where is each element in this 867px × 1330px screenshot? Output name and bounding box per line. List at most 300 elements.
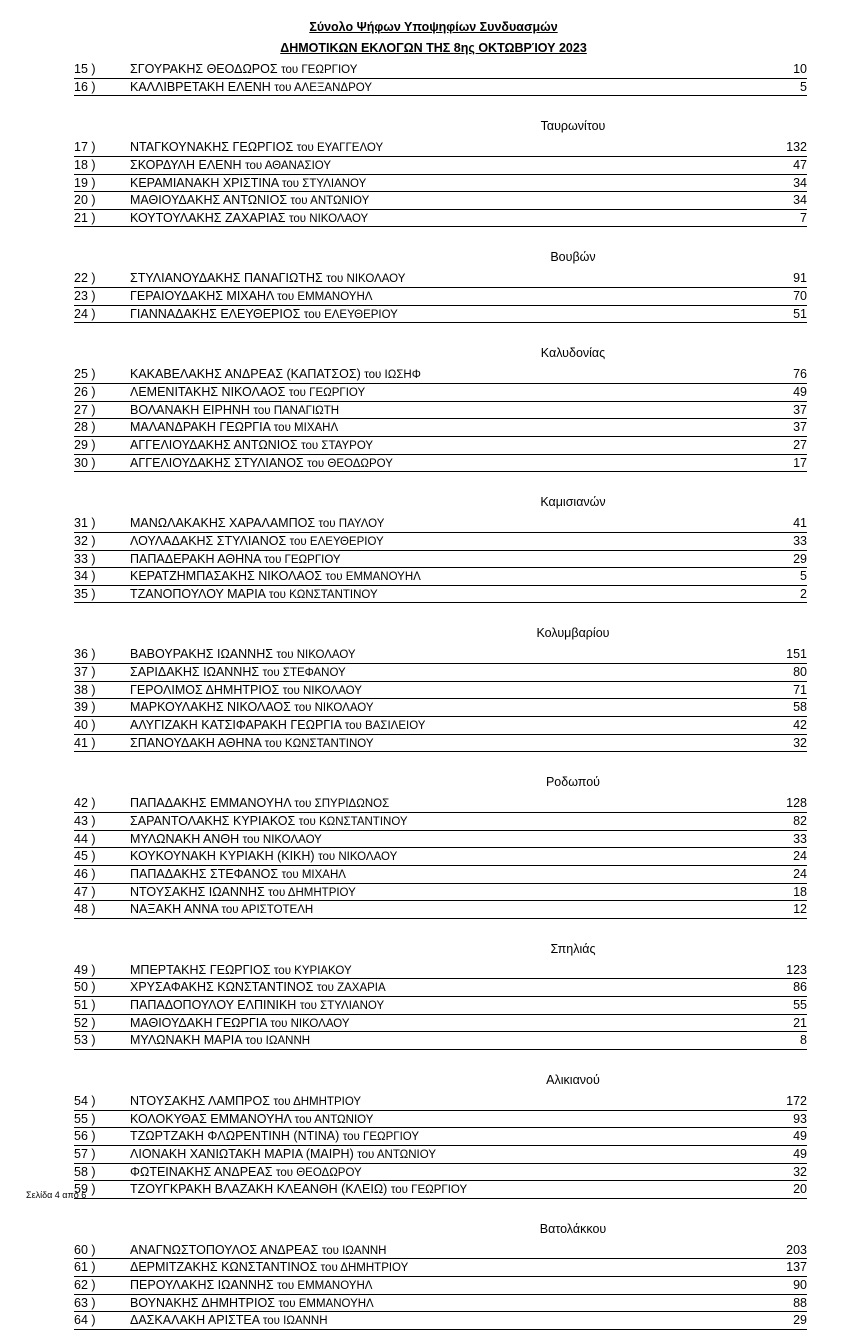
candidate-row [74, 568, 807, 586]
candidate-row [74, 586, 807, 604]
candidate-name: ΜΠΕΡΤΑΚΗΣ ΓΕΩΡΓΙΟΣ [130, 962, 271, 977]
candidate-row [74, 366, 807, 384]
candidate-fullname [130, 79, 372, 97]
candidate-number: 53 ) [74, 1033, 96, 1048]
candidate-fullname [130, 1146, 436, 1164]
candidate-votes: 17 [793, 455, 807, 470]
candidate-name: ΚΟΥΤΟΥΛΑΚΗΣ ΖΑΧΑΡΙΑΣ [130, 210, 286, 225]
candidate-patronym: του ΝΙΚΟΛΑΟΥ [276, 649, 356, 662]
candidate-name: ΜΥΛΩΝΑΚΗ ΜΑΡΙΑ [130, 1033, 242, 1048]
candidate-fullname [130, 366, 421, 384]
candidate-patronym: του ΝΙΚΟΛΑΟΥ [289, 212, 369, 225]
candidate-name: ΑΛΥΓΙΖΑΚΗ ΚΑΤΣΙΦΑΡΑΚΗ ΓΕΩΡΓΙΑ [130, 718, 342, 733]
candidate-votes: 32 [793, 1164, 807, 1179]
candidate-votes: 137 [786, 1260, 807, 1275]
candidate-row [74, 717, 807, 735]
candidate-fullname [130, 210, 368, 228]
candidate-row [74, 1295, 807, 1313]
candidate-name: ΤΖΩΡΤΖΑΚΗ ΦΛΩΡΕΝΤΙΝΗ (ΝΤΙΝΑ) [130, 1129, 340, 1144]
candidate-patronym: του ΣΤΑΥΡΟΥ [301, 439, 374, 452]
candidate-row [74, 270, 807, 288]
candidate-row [74, 682, 807, 700]
candidate-patronym: του ΝΙΚΟΛΑΟΥ [282, 684, 362, 697]
candidate-votes: 37 [793, 402, 807, 417]
candidate-patronym: του ΚΩΝΣΤΑΝΤΙΝΟΥ [268, 588, 378, 601]
candidate-votes: 34 [793, 193, 807, 208]
district-heading: Ταυρωνίτου [540, 119, 606, 134]
candidate-fullname [130, 795, 389, 813]
candidate-name: ΣΑΡΙΔΑΚΗΣ ΙΩΑΝΝΗΣ [130, 665, 260, 680]
candidate-votes: 42 [793, 718, 807, 733]
candidate-number: 43 ) [74, 813, 96, 828]
candidate-votes: 33 [793, 533, 807, 548]
candidate-name: ΝΑΞΑΚΗ ΑΝΝΑ [130, 902, 219, 917]
candidate-votes: 58 [793, 700, 807, 715]
candidate-fullname [130, 306, 398, 324]
candidate-number: 18 ) [74, 157, 96, 172]
candidate-fullname [130, 1277, 372, 1295]
candidate-patronym: του ΑΡΙΣΤΟΤΕΛΗ [221, 904, 314, 917]
candidate-votes: 20 [793, 1182, 807, 1197]
candidate-fullname [130, 1093, 361, 1111]
candidate-name: ΒΑΒΟΥΡΑΚΗΣ ΙΩΑΝΝΗΣ [130, 647, 273, 662]
candidate-name: ΚΑΛΛΙΒΡΕΤΑΚΗ ΕΛΕΝΗ [130, 79, 271, 94]
candidate-row [74, 1032, 807, 1050]
candidate-patronym: του ΑΝΤΩΝΙΟΥ [294, 1113, 374, 1126]
candidate-votes: 47 [793, 157, 807, 172]
candidate-fullname [130, 1111, 373, 1129]
candidate-fullname [130, 288, 372, 306]
candidate-number: 61 ) [74, 1260, 96, 1275]
candidate-number: 27 ) [74, 402, 96, 417]
candidate-name: ΝΤΑΓΚΟΥΝΑΚΗΣ ΓΕΩΡΓΙΟΣ [130, 140, 294, 155]
candidate-votes: 91 [793, 271, 807, 286]
candidate-number: 62 ) [74, 1278, 96, 1293]
candidate-row [74, 848, 807, 866]
candidate-votes: 203 [786, 1242, 807, 1257]
candidate-row [74, 813, 807, 831]
candidate-row [74, 962, 807, 980]
candidate-patronym: του ΑΝΤΩΝΙΟΥ [290, 195, 370, 208]
candidate-patronym: του ΓΕΩΡΓΙΟΥ [390, 1184, 468, 1197]
candidate-number: 17 ) [74, 140, 96, 155]
candidate-fullname [130, 901, 313, 919]
candidate-patronym: του ΝΙΚΟΛΑΟΥ [318, 851, 398, 864]
candidate-patronym: του ΠΑΥΛΟΥ [318, 518, 385, 531]
candidate-number: 28 ) [74, 420, 96, 435]
candidate-votes: 12 [793, 902, 807, 917]
candidate-patronym: του ΑΘΑΝΑΣΙΟΥ [245, 159, 332, 172]
candidate-patronym: του ΖΑΧΑΡΙΑ [316, 982, 386, 995]
candidate-number: 23 ) [74, 289, 96, 304]
candidate-votes: 27 [793, 437, 807, 452]
candidate-votes: 41 [793, 516, 807, 531]
candidate-fullname [130, 682, 362, 700]
candidate-patronym: του ΑΝΤΩΝΙΟΥ [357, 1148, 436, 1161]
district-heading: Καμισιανών [540, 495, 606, 510]
candidate-row [74, 1015, 807, 1033]
candidate-row [74, 306, 807, 324]
candidate-patronym: του ΒΑΣΙΛΕΙΟΥ [344, 720, 426, 733]
candidate-row [74, 192, 807, 210]
candidate-name: ΓΕΡΑΙΟΥΔΑΚΗΣ ΜΙΧΑΗΛ [130, 289, 274, 304]
candidate-name: ΒΟΥΝΑΚΗΣ ΔΗΜΗΤΡΙΟΣ [130, 1295, 275, 1310]
candidate-fullname [130, 61, 357, 79]
candidate-fullname [130, 270, 405, 288]
candidate-patronym: του ΣΤΥΛΙΑΝΟΥ [299, 1000, 385, 1013]
candidate-row [74, 646, 807, 664]
candidate-fullname [130, 699, 374, 717]
candidate-row [74, 979, 807, 997]
candidate-name: ΣΚΟΡΔΥΛΗ ΕΛΕΝΗ [130, 157, 242, 172]
candidate-number: 63 ) [74, 1295, 96, 1310]
candidate-fullname [130, 533, 384, 551]
candidate-fullname [130, 139, 383, 157]
candidate-votes: 29 [793, 551, 807, 566]
candidate-fullname [130, 175, 366, 193]
candidate-number: 58 ) [74, 1164, 96, 1179]
candidate-name: ΠΑΠΑΔΕΡΑΚΗ ΑΘΗΝΑ [130, 551, 261, 566]
candidate-name: ΝΤΟΥΣΑΚΗΣ ΛΑΜΠΡΟΣ [130, 1093, 270, 1108]
candidate-row [74, 664, 807, 682]
candidate-name: ΣΠΑΝΟΥΔΑΚΗ ΑΘΗΝΑ [130, 735, 262, 750]
candidate-row [74, 175, 807, 193]
candidate-row [74, 384, 807, 402]
candidate-fullname [130, 192, 369, 210]
candidate-votes: 88 [793, 1295, 807, 1310]
candidate-row [74, 1312, 807, 1330]
candidate-number: 45 ) [74, 849, 96, 864]
candidate-fullname [130, 515, 384, 533]
candidate-fullname [130, 664, 346, 682]
candidate-patronym: του ΝΙΚΟΛΑΟΥ [242, 833, 322, 846]
candidate-patronym: του ΓΕΩΡΓΙΟΥ [264, 553, 341, 566]
candidate-number: 50 ) [74, 980, 96, 995]
candidate-row [74, 1181, 807, 1199]
district-heading: Βουβών [550, 250, 596, 265]
candidate-row [74, 1164, 807, 1182]
candidate-number: 52 ) [74, 1015, 96, 1030]
candidate-patronym: του ΔΗΜΗΤΡΙΟΥ [268, 886, 356, 899]
candidate-number: 20 ) [74, 193, 96, 208]
candidate-row [74, 139, 807, 157]
candidate-votes: 5 [800, 569, 807, 584]
candidate-patronym: του ΙΩΑΝΝΗ [245, 1035, 311, 1048]
candidate-votes: 33 [793, 831, 807, 846]
candidate-fullname [130, 157, 331, 175]
candidate-name: ΔΕΡΜΙΤΖΑΚΗΣ ΚΩΝΣΤΑΝΤΙΝΟΣ [130, 1260, 318, 1275]
candidate-fullname [130, 419, 338, 437]
candidate-number: 60 ) [74, 1242, 96, 1257]
candidate-number: 24 ) [74, 306, 96, 321]
candidate-patronym: του ΘΕΟΔΩΡΟΥ [275, 1166, 362, 1179]
candidate-patronym: του ΣΤΕΦΑΝΟΥ [262, 667, 346, 680]
candidate-votes: 21 [793, 1015, 807, 1030]
district-heading: Αλικιανού [546, 1072, 600, 1087]
candidate-number: 44 ) [74, 831, 96, 846]
candidate-votes: 172 [786, 1093, 807, 1108]
candidate-votes: 49 [793, 385, 807, 400]
candidate-number: 57 ) [74, 1146, 96, 1161]
candidate-number: 46 ) [74, 866, 96, 881]
candidate-patronym: του ΕΜΜΑΝΟΥΗΛ [278, 1297, 374, 1310]
candidate-fullname [130, 997, 384, 1015]
district-heading: Ροδωπού [545, 775, 601, 790]
candidate-number: 30 ) [74, 455, 96, 470]
candidate-fullname [130, 1295, 374, 1313]
candidate-row [74, 515, 807, 533]
candidate-name: ΜΑΘΙΟΥΔΑΚΗΣ ΑΝΤΩΝΙΟΣ [130, 193, 288, 208]
candidate-votes: 24 [793, 866, 807, 881]
candidate-row [74, 61, 807, 79]
candidate-patronym: του ΣΠΥΡΙΔΩΝΟΣ [294, 798, 390, 811]
candidate-patronym: του ΕΜΜΑΝΟΥΗΛ [277, 291, 373, 304]
candidate-row [74, 831, 807, 849]
candidate-number: 15 ) [74, 62, 96, 76]
candidate-row [74, 795, 807, 813]
candidate-name: ΜΑΡΚΟΥΛΑΚΗΣ ΝΙΚΟΛΑΟΣ [130, 700, 291, 715]
candidate-name: ΦΩΤΕΙΝΑΚΗΣ ΑΝΔΡΕΑΣ [130, 1164, 273, 1179]
candidate-votes: 5 [800, 79, 807, 94]
candidate-patronym: του ΘΕΟΔΩΡΟΥ [307, 457, 393, 470]
candidate-patronym: του ΙΩΑΝΝΗ [262, 1315, 328, 1328]
candidate-fullname [130, 813, 408, 831]
candidate-row [74, 437, 807, 455]
candidate-patronym: του ΜΙΧΑΗΛ [273, 422, 339, 435]
candidate-patronym: του ΕΛΕΥΘΕΡΙΟΥ [303, 308, 398, 321]
candidate-patronym: του ΚΩΝΣΤΑΝΤΙΝΟΥ [298, 815, 408, 828]
candidate-number: 29 ) [74, 437, 96, 452]
candidate-name: ΣΓΟΥΡΑΚΗΣ ΘΕΟΔΩΡΟΣ [130, 62, 278, 76]
candidate-name: ΚΟΛΟΚΥΘΑΣ ΕΜΜΑΝΟΥΗΛ [130, 1111, 292, 1126]
candidate-name: ΑΓΓΕΛΙΟΥΔΑΚΗΣ ΑΝΤΩΝΙΟΣ [130, 437, 298, 452]
candidate-row [74, 419, 807, 437]
candidate-fullname [130, 586, 378, 604]
candidate-name: ΑΓΓΕΛΙΟΥΔΑΚΗΣ ΣΤΥΛΙΑΝΟΣ [130, 455, 304, 470]
candidate-votes: 70 [793, 289, 807, 304]
candidate-votes: 90 [793, 1278, 807, 1293]
candidate-fullname [130, 1181, 467, 1199]
candidate-votes: 2 [800, 586, 807, 601]
candidate-number: 26 ) [74, 385, 96, 400]
candidate-name: ΤΖΑΝΟΠΟΥΛΟΥ ΜΑΡΙΑ [130, 586, 266, 601]
candidate-name: ΠΑΠΑΔΟΠΟΥΛΟΥ ΕΛΠΙΝΙΚΗ [130, 998, 297, 1013]
candidate-patronym: του ΓΕΩΡΓΙΟΥ [342, 1131, 420, 1144]
candidate-name: ΛΕΜΕΝΙΤΑΚΗΣ ΝΙΚΟΛΑΟΣ [130, 385, 286, 400]
candidate-fullname [130, 1259, 408, 1277]
candidate-row [74, 1111, 807, 1129]
candidate-patronym: του ΚΩΝΣΤΑΝΤΙΝΟΥ [264, 737, 374, 750]
page-number: Σελίδα 4 από 6 [26, 1190, 87, 1200]
candidate-votes: 132 [786, 140, 807, 155]
candidate-votes: 86 [793, 980, 807, 995]
candidate-patronym: του ΝΙΚΟΛΑΟΥ [294, 702, 374, 715]
candidate-number: 56 ) [74, 1129, 96, 1144]
candidate-row [74, 1146, 807, 1164]
candidate-number: 16 ) [74, 79, 96, 94]
candidate-fullname [130, 646, 356, 664]
candidate-name: ΓΙΑΝΝΑΔΑΚΗΣ ΕΛΕΥΘΕΡΙΟΣ [130, 306, 301, 321]
candidate-row [74, 402, 807, 420]
candidate-patronym: του ΕΥΑΓΓΕΛΟΥ [296, 142, 384, 155]
candidate-number: 38 ) [74, 682, 96, 697]
candidate-row [74, 533, 807, 551]
candidate-fullname [130, 831, 322, 849]
candidate-votes: 49 [793, 1129, 807, 1144]
candidate-fullname [130, 1242, 386, 1260]
candidate-patronym: του ΓΕΩΡΓΙΟΥ [288, 387, 366, 400]
candidate-name: ΜΑΝΩΛΑΚΑΚΗΣ ΧΑΡΑΛΑΜΠΟΣ [130, 516, 316, 531]
candidate-patronym: του ΕΜΜΑΝΟΥΗΛ [277, 1280, 373, 1293]
candidate-votes: 7 [800, 210, 807, 225]
candidate-row [74, 1277, 807, 1295]
candidate-fullname [130, 455, 393, 473]
candidate-number: 19 ) [74, 175, 96, 190]
candidate-votes: 18 [793, 884, 807, 899]
candidate-row [74, 901, 807, 919]
candidate-votes: 55 [793, 998, 807, 1013]
candidate-votes: 123 [786, 962, 807, 977]
candidate-name: ΝΤΟΥΣΑΚΗΣ ΙΩΑΝΝΗΣ [130, 884, 265, 899]
candidate-name: ΜΥΛΩΝΑΚΗ ΑΝΘΗ [130, 831, 240, 846]
candidate-name: ΔΑΣΚΑΛΑΚΗ ΑΡΙΣΤΕΑ [130, 1313, 260, 1328]
district-heading: Σπηλιάς [550, 941, 596, 956]
document-subtitle: ΔΗΜΟΤΙΚΩΝ ΕΚΛΟΓΩΝ ΤΗΣ 8ης ΟΚΤΩΒΡΊΟΥ 2023 [280, 41, 587, 55]
candidate-votes: 80 [793, 665, 807, 680]
document-title: Σύνολο Ψήφων Υποψηφίων Συνδυασμών [309, 20, 558, 34]
candidate-number: 48 ) [74, 902, 96, 917]
candidate-row [74, 1259, 807, 1277]
candidate-votes: 32 [793, 735, 807, 750]
candidate-row [74, 288, 807, 306]
candidate-patronym: του ΕΛΕΥΘΕΡΙΟΥ [289, 535, 384, 548]
candidate-name: ΣΤΥΛΙΑΝΟΥΔΑΚΗΣ ΠΑΝΑΓΙΩΤΗΣ [130, 271, 323, 286]
candidate-fullname [130, 1032, 310, 1050]
candidate-row [74, 1242, 807, 1260]
candidate-number: 34 ) [74, 569, 96, 584]
candidate-number: 33 ) [74, 551, 96, 566]
candidate-fullname [130, 551, 341, 569]
candidate-votes: 76 [793, 367, 807, 382]
candidate-name: ΤΖΟΥΓΚΡΑΚΗ ΒΛΑΖΑΚΗ ΚΛΕΑΝΘΗ (ΚΛΕΙΩ) [130, 1182, 388, 1197]
candidate-row [74, 79, 807, 97]
candidate-number: 31 ) [74, 516, 96, 531]
candidate-votes: 128 [786, 796, 807, 811]
candidate-patronym: του ΑΛΕΞΑΝΔΡΟΥ [274, 81, 373, 94]
candidate-number: 37 ) [74, 665, 96, 680]
candidate-row [74, 157, 807, 175]
candidate-fullname [130, 1015, 350, 1033]
candidate-votes: 24 [793, 849, 807, 864]
candidate-votes: 8 [800, 1033, 807, 1048]
candidate-fullname [130, 979, 386, 997]
candidate-patronym: του ΠΑΝΑΓΙΩΤΗ [253, 404, 340, 417]
candidate-number: 40 ) [74, 718, 96, 733]
candidate-fullname [130, 717, 425, 735]
candidate-votes: 51 [793, 306, 807, 321]
candidate-number: 25 ) [74, 367, 96, 382]
candidate-number: 54 ) [74, 1093, 96, 1108]
candidate-votes: 93 [793, 1111, 807, 1126]
candidate-number: 42 ) [74, 796, 96, 811]
candidate-number: 21 ) [74, 210, 96, 225]
district-heading: Κολυμβαρίου [536, 626, 610, 641]
candidate-number: 59 ) [74, 1182, 96, 1197]
candidate-patronym: του ΕΜΜΑΝΟΥΗΛ [325, 571, 421, 584]
candidate-name: ΠΕΡΟΥΛΑΚΗΣ ΙΩΑΝΝΗΣ [130, 1278, 274, 1293]
candidate-patronym: του ΣΤΥΛΙΑΝΟΥ [282, 177, 367, 190]
candidate-name: ΜΑΛΑΝΔΡΑΚΗ ΓΕΩΡΓΙΑ [130, 420, 271, 435]
candidate-row [74, 210, 807, 228]
results-table [74, 61, 807, 1330]
candidate-patronym: του ΔΗΜΗΤΡΙΟΥ [320, 1262, 409, 1275]
candidate-number: 22 ) [74, 271, 96, 286]
candidate-votes: 29 [793, 1313, 807, 1328]
candidate-fullname [130, 1312, 328, 1330]
candidate-name: ΚΕΡΑΤΖΗΜΠΑΣΑΚΗΣ ΝΙΚΟΛΑΟΣ [130, 569, 323, 584]
candidate-patronym: του ΙΩΣΗΦ [364, 369, 421, 382]
candidate-patronym: του ΝΙΚΟΛΑΟΥ [326, 273, 406, 286]
candidate-fullname [130, 1128, 419, 1146]
candidate-row [74, 551, 807, 569]
candidate-name: ΠΑΠΑΔΑΚΗΣ ΕΜΜΑΝΟΥΗΛ [130, 796, 291, 811]
candidate-fullname [130, 884, 356, 902]
candidate-votes: 151 [786, 647, 807, 662]
candidate-number: 39 ) [74, 700, 96, 715]
district-heading: Καλυδονίας [540, 346, 606, 361]
candidate-patronym: του ΓΕΩΡΓΙΟΥ [281, 64, 358, 76]
candidate-name: ΛΟΥΛΑΔΑΚΗΣ ΣΤΥΛΙΑΝΟΣ [130, 533, 287, 548]
candidate-votes: 49 [793, 1146, 807, 1161]
candidate-votes: 10 [793, 62, 807, 76]
candidate-patronym: του ΙΩΑΝΝΗ [321, 1244, 387, 1257]
candidate-name: ΚΑΚΑΒΕΛΑΚΗΣ ΑΝΔΡΕΑΣ (ΚΑΠΑΤΣΟΣ) [130, 367, 361, 382]
candidate-fullname [130, 1164, 362, 1182]
candidate-number: 36 ) [74, 647, 96, 662]
candidate-fullname [130, 384, 365, 402]
candidate-row [74, 866, 807, 884]
candidate-fullname [130, 866, 346, 884]
candidate-patronym: του ΔΗΜΗΤΡΙΟΥ [273, 1095, 362, 1108]
candidate-number: 51 ) [74, 998, 96, 1013]
candidate-fullname [130, 962, 352, 980]
candidate-votes: 71 [793, 682, 807, 697]
candidate-number: 64 ) [74, 1313, 96, 1328]
candidate-name: ΓΕΡΟΛΙΜΟΣ ΔΗΜΗΤΡΙΟΣ [130, 682, 280, 697]
candidate-fullname [130, 437, 373, 455]
candidate-name: ΚΟΥΚΟΥΝΑΚΗ ΚΥΡΙΑΚΗ (ΚΙΚΗ) [130, 849, 315, 864]
candidate-row [74, 884, 807, 902]
district-heading: Βατολάκκου [539, 1221, 607, 1236]
candidate-number: 35 ) [74, 586, 96, 601]
candidate-row [74, 455, 807, 473]
candidate-number: 49 ) [74, 962, 96, 977]
candidate-name: ΛΙΟΝΑΚΗ ΧΑΝΙΩΤΑΚΗ ΜΑΡΙΑ (ΜΑΙΡΗ) [130, 1146, 354, 1161]
candidate-name: ΠΑΠΑΔΑΚΗΣ ΣΤΕΦΑΝΟΣ [130, 866, 279, 881]
candidate-votes: 37 [793, 420, 807, 435]
candidate-name: ΣΑΡΑΝΤΟΛΑΚΗΣ ΚΥΡΙΑΚΟΣ [130, 813, 296, 828]
candidate-number: 41 ) [74, 735, 96, 750]
candidate-number: 55 ) [74, 1111, 96, 1126]
candidate-row [74, 699, 807, 717]
candidate-number: 47 ) [74, 884, 96, 899]
candidate-name: ΧΡΥΣΑΦΑΚΗΣ ΚΩΝΣΤΑΝΤΙΝΟΣ [130, 980, 314, 995]
candidate-row [74, 735, 807, 753]
candidate-name: ΚΕΡΑΜΙΑΝΑΚΗ ΧΡΙΣΤΙΝΑ [130, 175, 279, 190]
candidate-name: ΒΟΛΑΝΑΚΗ ΕΙΡΗΝΗ [130, 402, 250, 417]
candidate-patronym: του ΚΥΡΙΑΚΟΥ [273, 964, 352, 977]
candidate-fullname [130, 402, 339, 420]
